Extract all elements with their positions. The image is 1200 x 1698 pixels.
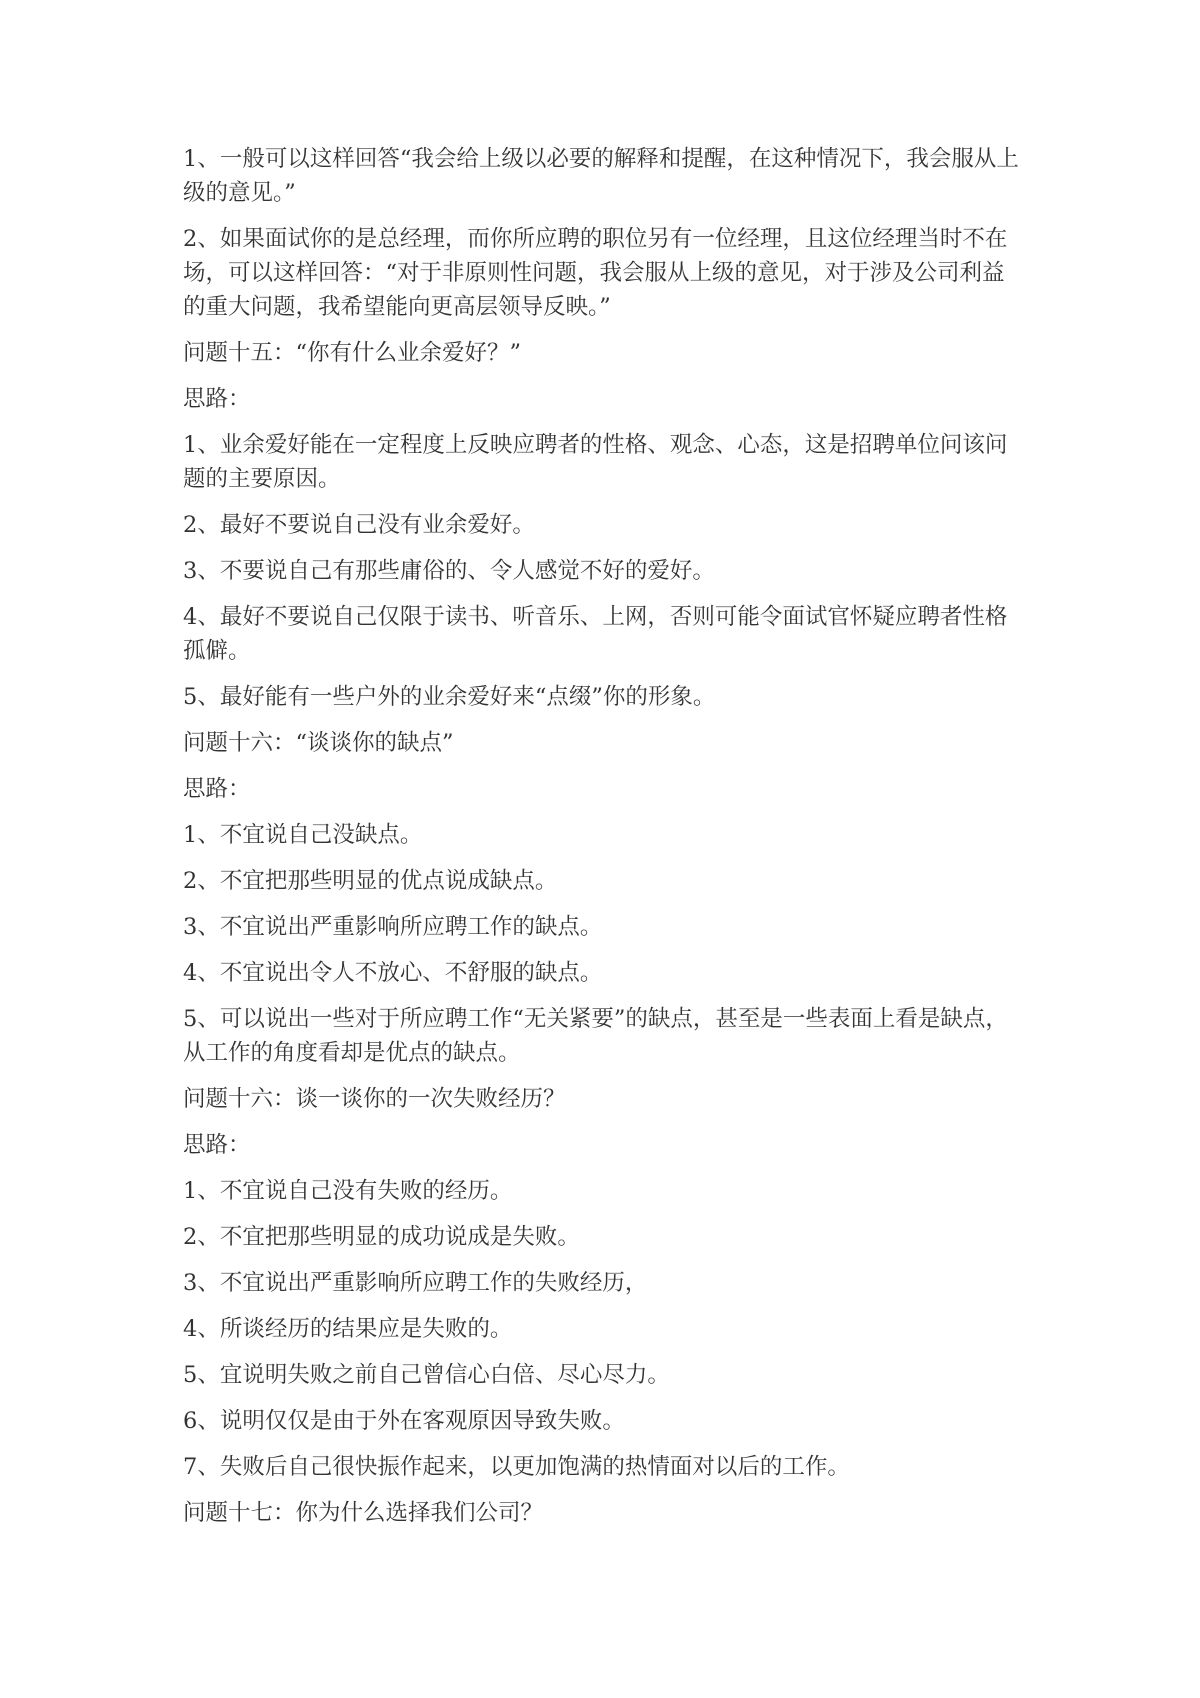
paragraph: 思路： xyxy=(183,1132,251,1158)
paragraph: 1、不宜说自己没缺点。 xyxy=(183,822,423,848)
paragraph: 思路： xyxy=(183,386,251,412)
paragraph: 3、不宜说出严重影响所应聘工作的失败经历， xyxy=(183,1270,648,1296)
paragraph: 4、所谈经历的结果应是失败的。 xyxy=(183,1316,513,1342)
question-heading: 问题十六：谈一谈你的一次失败经历？ xyxy=(183,1086,566,1112)
paragraph: 4、最好不要说自己仅限于读书、听音乐、上网，否则可能令面试官怀疑应聘者性格孤僻。 xyxy=(183,604,1008,664)
paragraph: 5、宜说明失败之前自己曾信心白倍、尽心尽力。 xyxy=(183,1362,670,1388)
paragraph: 思路： xyxy=(183,776,251,802)
paragraph: 2、最好不要说自己没有业余爱好。 xyxy=(183,512,535,538)
paragraph: 5、可以说出一些对于所应聘工作“无关紧要”的缺点，甚至是一些表面上看是缺点，从工作的角度看却是优点的缺点。 xyxy=(183,1006,1008,1066)
paragraph: 3、不宜说出严重影响所应聘工作的缺点。 xyxy=(183,914,603,940)
paragraph: 1、业余爱好能在一定程度上反映应聘者的性格、观念、心态，这是招聘单位问该问题的主要原因。 xyxy=(183,432,1008,492)
paragraph: 4、不宜说出令人不放心、不舒服的缺点。 xyxy=(183,960,603,986)
paragraph: 6、说明仅仅是由于外在客观原因导致失败。 xyxy=(183,1408,625,1434)
paragraph: 7、失败后自己很快振作起来，以更加饱满的热情面对以后的工作。 xyxy=(183,1454,850,1480)
paragraph: 1、不宜说自己没有失败的经历。 xyxy=(183,1178,513,1204)
question-heading: 问题十五：“你有什么业余爱好？” xyxy=(183,340,522,366)
document-body xyxy=(183,142,1023,1542)
paragraph: 1、一般可以这样回答“我会给上级以必要的解释和提醒，在这种情况下，我会服从上级的意见。” xyxy=(183,146,1019,206)
question-heading: 问题十七：你为什么选择我们公司？ xyxy=(183,1500,544,1526)
paragraph: 3、不要说自己有那些庸俗的、令人感觉不好的爱好。 xyxy=(183,558,715,584)
paragraph: 5、最好能有一些户外的业余爱好来“点缀”你的形象。 xyxy=(183,684,716,710)
paragraph: 2、如果面试你的是总经理，而你所应聘的职位另有一位经理，且这位经理当时不在场，可以这样回答：“对于非原则性问题，我会服从上级的意见，对于涉及公司利益的重大问题，我希望能向更高层领导反映。” xyxy=(183,226,1008,320)
paragraph: 2、不宜把那些明显的成功说成是失败。 xyxy=(183,1224,580,1250)
question-heading: 问题十六：“谈谈你的缺点” xyxy=(183,730,454,756)
paragraph: 2、不宜把那些明显的优点说成缺点。 xyxy=(183,868,558,894)
